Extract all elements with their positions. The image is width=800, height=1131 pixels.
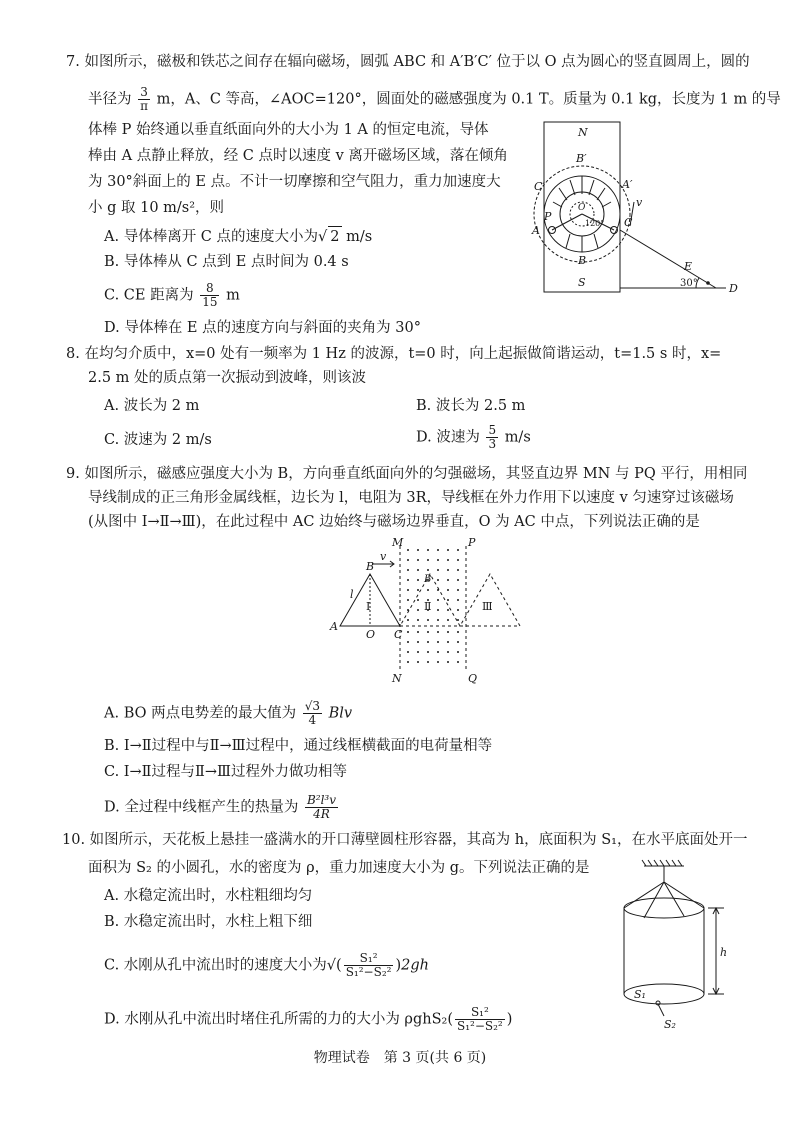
q10-option-d-fraction bbox=[455, 1006, 505, 1033]
magnetic-field-dots bbox=[407, 549, 459, 663]
q8-option-d-text: D. 波速为 bbox=[416, 429, 480, 446]
q8-option-d-num: 5 bbox=[488, 423, 497, 437]
label-b-prime: B′ bbox=[576, 152, 587, 165]
q8-option-d-unit: m/s bbox=[504, 429, 531, 446]
label-s1: S₁ bbox=[634, 988, 646, 1001]
q8-line1: 8. 在均匀介质中，x=0 处有一频率为 1 Hz 的波源，t=0 时，向上起振做简谐运动，t=1.5 s 时，x= bbox=[66, 346, 722, 362]
q10-option-c-text: C. 水刚从孔中流出时的速度大小为 bbox=[104, 957, 327, 974]
label-q: Q bbox=[468, 672, 478, 684]
container-top bbox=[624, 898, 704, 918]
label-region-ii: Ⅱ bbox=[424, 600, 432, 613]
q9-option-a-tail: Blv bbox=[328, 705, 353, 722]
q10-option-c-fraction bbox=[344, 952, 394, 979]
q7-line1: 7. 如图所示，磁极和铁芯之间存在辐向磁场，圆弧 ABC 和 A′B′C′ 位于以 O 点为圆心的竖直圆周上，圆的 bbox=[66, 54, 750, 70]
q9-option-d-den: 4R bbox=[313, 807, 330, 821]
q9-option-d-fraction bbox=[305, 794, 338, 821]
q7-option-c-fraction bbox=[200, 282, 219, 309]
q7-option-d: D. 导体棒在 E 点的速度方向与斜面的夹角为 30° bbox=[104, 320, 421, 336]
q10-line1: 10. 如图所示，天花板上悬挂一盛满水的开口薄壁圆柱形容器，其高为 h，底面积为 S₁，在水平底面处开一 bbox=[62, 832, 748, 848]
q9-option-b: B. Ⅰ→Ⅱ过程中与Ⅱ→Ⅲ过程中，通过线框横截面的电荷量相等 bbox=[104, 738, 493, 754]
q7-line5: 为 30°斜面上的 E 点。不计一切摩擦和空气阻力，重力加速度大 bbox=[88, 174, 501, 190]
q8-option-b: B. 波长为 2.5 m bbox=[416, 398, 526, 414]
q8-option-c: C. 波速为 2 m/s bbox=[104, 432, 212, 448]
q9-option-a-num: √3 bbox=[304, 699, 321, 713]
label-n: N bbox=[578, 126, 588, 139]
radius-fraction bbox=[138, 86, 150, 113]
q8-option-d-fraction bbox=[486, 424, 498, 451]
q7-option-c-den: 15 bbox=[202, 295, 218, 309]
q10-option-c-tail: 2gh bbox=[401, 957, 429, 974]
q9-option-d-num: B²l³v bbox=[306, 793, 336, 807]
q10-option-d-den: S₁²−S₂² bbox=[457, 1019, 503, 1033]
label-b-ii: B bbox=[424, 574, 432, 585]
q7-option-a: A. 导体棒离开 C 点的速度大小为√ 2 m/s bbox=[104, 226, 372, 247]
radius-den: π bbox=[140, 99, 148, 113]
string-mid-left bbox=[644, 882, 664, 918]
label-region-iii: Ⅲ bbox=[482, 600, 493, 613]
q8-option-d bbox=[416, 424, 531, 451]
label-region-i: Ⅰ bbox=[366, 600, 371, 613]
q9-option-a bbox=[104, 700, 352, 727]
q7-line2-post: m，A、C 等高，∠AOC=120°，圆面处的磁感强度为 0.1 T。质量为 0.1 kg，长度为 1 m 的导 bbox=[156, 91, 781, 108]
label-s: S bbox=[578, 276, 586, 289]
q10-figure bbox=[606, 858, 736, 1034]
q10-option-a: A. 水稳定流出时，水柱粗细均匀 bbox=[104, 888, 313, 904]
q10-option-b: B. 水稳定流出时，水柱上粗下细 bbox=[104, 914, 313, 930]
label-a: A bbox=[532, 224, 540, 237]
label-p: P bbox=[468, 536, 476, 549]
q8-line2: 2.5 m 处的质点第一次振动到波峰，则该波 bbox=[88, 370, 367, 386]
label-c: C bbox=[394, 628, 403, 641]
q9-line2: 导线制成的正三角形金属线框，边长为 l，电阻为 3R，导线框在外力作用下以速度 v 匀速穿过该磁场 bbox=[88, 490, 734, 506]
string-left bbox=[624, 882, 664, 908]
q10-option-c-num: S₁² bbox=[344, 952, 394, 966]
q9-option-a-text: A. BO 两点电势差的最大值为 bbox=[104, 705, 297, 722]
q7-option-a-text: A. 导体棒离开 C 点的速度大小为 bbox=[104, 229, 319, 245]
label-d: D bbox=[729, 282, 738, 295]
label-a: A bbox=[330, 620, 338, 633]
q7-line2 bbox=[88, 86, 781, 113]
point-e-dot bbox=[706, 281, 710, 285]
label-o: O bbox=[578, 203, 586, 213]
q7-line3: 体棒 P 始终通以垂直纸面向外的大小为 1 A 的恒定电流，导体 bbox=[88, 122, 489, 138]
label-v: v bbox=[380, 550, 387, 563]
q9-option-c: C. Ⅰ→Ⅱ过程与Ⅱ→Ⅲ过程外力做功相等 bbox=[104, 764, 348, 780]
q10-option-d: D. 水刚从孔中流出时堵住孔所需的力的大小为 ρghS₂( $\frac{\text{S₁²}}{\text{S₁²−S₂²}}$ ) bbox=[104, 1005, 513, 1033]
q10-option-c-den: S₁²−S₂² bbox=[345, 965, 392, 979]
q7-figure bbox=[526, 118, 740, 298]
q10-option-d-num: S₁² bbox=[455, 1006, 505, 1020]
q10-line2: 面积为 S₂ 的小圆孔，水的密度为 ρ，重力加速度大小为 g。下列说法正确的是 bbox=[88, 860, 590, 876]
q7-option-c-text: C. CE 距离为 bbox=[104, 287, 194, 304]
radius-num: 3 bbox=[138, 86, 150, 100]
label-b: B bbox=[578, 254, 587, 267]
q7-option-c-num: 8 bbox=[200, 282, 219, 296]
q9-line3: (从图中 Ⅰ→Ⅱ→Ⅲ)，在此过程中 AC 边始终与磁场边界垂直，O 为 AC 中点，下列说法正确的是 bbox=[88, 514, 700, 530]
label-a-prime: A′ bbox=[622, 178, 633, 191]
q10-option-c: C. 水刚从孔中流出时的速度大小为√( $\frac{\text{S₁²}}{\text{S₁²−S₂²}}$ )2gh bbox=[104, 951, 429, 979]
q9-line1: 9. 如图所示，磁感应强度大小为 B，方向垂直纸面向外的匀强磁场，其竖直边界 MN 与 PQ 平行，用相同 bbox=[66, 466, 748, 482]
q7-option-c-unit: m bbox=[226, 287, 240, 304]
label-s2: S₂ bbox=[664, 1018, 676, 1031]
radius-oa bbox=[552, 214, 582, 230]
label-l: l bbox=[350, 588, 354, 601]
label-n: N bbox=[392, 672, 402, 684]
q8-option-a: A. 波长为 2 m bbox=[104, 398, 200, 414]
q9-option-d-text: D. 全过程中线框产生的热量为 bbox=[104, 799, 299, 816]
q7-option-a-root: 2 bbox=[328, 226, 341, 247]
label-p: P bbox=[544, 210, 552, 223]
label-m: M bbox=[392, 536, 404, 549]
q7-option-b: B. 导体棒从 C 点到 E 点时间为 0.4 s bbox=[104, 254, 349, 270]
q7-option-a-unit: m/s bbox=[341, 229, 373, 245]
label-v: v bbox=[636, 196, 643, 209]
label-b: B bbox=[366, 560, 375, 573]
page-footer: 物理试卷 第 3 页(共 6 页) bbox=[313, 1050, 487, 1066]
incline-line bbox=[620, 230, 716, 288]
q9-figure bbox=[328, 536, 534, 684]
q10-option-d-text: D. 水刚从孔中流出时堵住孔所需的力的大小为 ρghS₂ bbox=[104, 1011, 448, 1028]
q7-option-c bbox=[104, 282, 240, 309]
hole-pointer bbox=[658, 1004, 664, 1016]
label-h: h bbox=[720, 946, 728, 959]
label-o: O bbox=[366, 628, 376, 641]
q7-line4: 棒由 A 点静止释放，经 C 点时以速度 v 离开磁场区域，落在倾角 bbox=[88, 148, 508, 164]
string-right bbox=[664, 882, 704, 908]
q9-option-a-den: 4 bbox=[308, 713, 317, 727]
q9-option-d bbox=[104, 794, 340, 821]
q7-line2-pre: 半径为 bbox=[88, 91, 132, 108]
label-e: E bbox=[684, 260, 693, 273]
q7-line6: 小 g 取 10 m/s²，则 bbox=[88, 200, 225, 216]
label-c-prime: C′ bbox=[534, 180, 545, 193]
label-c: C bbox=[624, 216, 633, 229]
label-120: 120° bbox=[585, 219, 605, 228]
label-30: 30° bbox=[680, 278, 698, 289]
q9-option-a-fraction bbox=[303, 700, 322, 727]
q8-option-d-den: 3 bbox=[488, 437, 497, 451]
